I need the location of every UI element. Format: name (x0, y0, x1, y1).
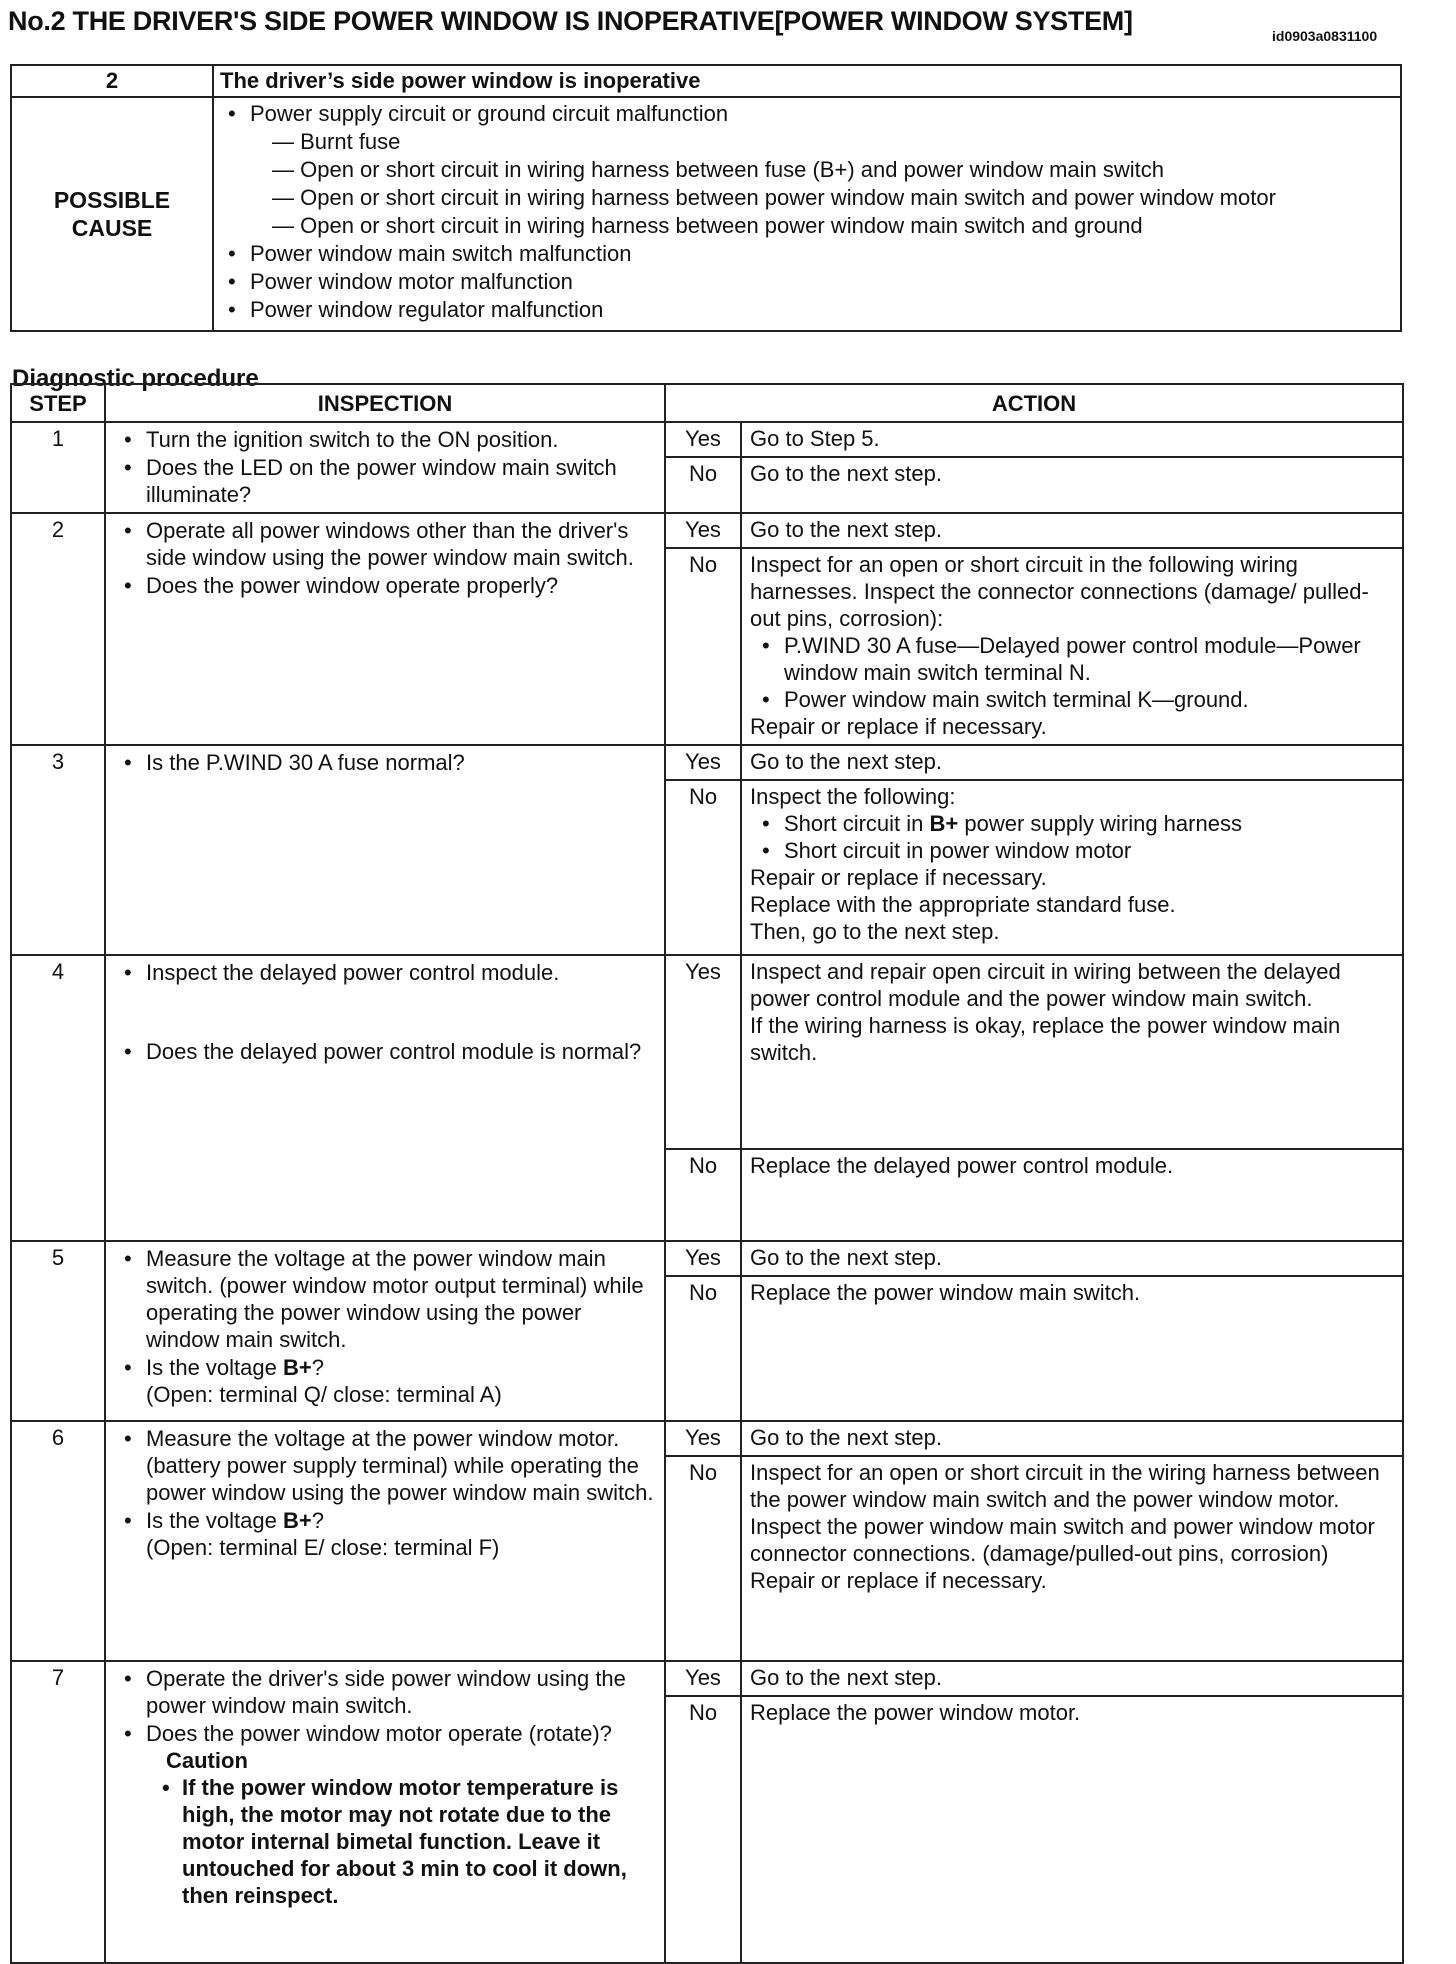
step-row (11, 513, 1403, 548)
yes-label: Yes (665, 1421, 741, 1456)
step-row (11, 955, 1403, 1149)
inspection-cell: • Operate the driver's side power window using the power window main switch. • Does the power window motor operate (rotate)? Caution • If the power window motor temperature is high, the motor may not rotate due to the motor internal bimetal function. Leave it untouched for about 3 min to cool it down, then reinspect. (105, 1661, 665, 1963)
yes-label: Yes (665, 1241, 741, 1276)
step-row (11, 1241, 1403, 1276)
inspection-cell: • Measure the voltage at the power window main switch. (power window motor output terminal) while operating the power window using the power window main switch. • Is the voltage B+? (Open: terminal Q/ close: terminal A) (105, 1241, 665, 1421)
cause-item: • Power window regulator malfunction (224, 296, 1392, 324)
cause-item: • Power supply circuit or ground circuit malfunction (224, 100, 1392, 128)
inspection-cell: • Is the P.WIND 30 A fuse normal? (105, 745, 665, 955)
caution-text: • If the power window motor temperature is high, the motor may not rotate due to the motor internal bimetal function. Leave it untouched for about 3 min to cool it down, then reinspect. (112, 1774, 658, 1909)
possible-cause-table (10, 64, 1402, 332)
document-id: id0903a0831100 (1272, 28, 1378, 44)
yes-label: Yes (665, 745, 741, 780)
no-action: Replace the power window motor. (741, 1696, 1403, 1963)
cause-item: • Power window motor malfunction (224, 268, 1392, 296)
no-label: No (665, 780, 741, 955)
step-row (11, 1421, 1403, 1456)
no-label: No (665, 1149, 741, 1241)
yes-label: Yes (665, 1661, 741, 1696)
no-label: No (665, 457, 741, 513)
cause-list (213, 97, 1401, 331)
page-title: No.2 THE DRIVER'S SIDE POWER WINDOW IS INOPERATIVE[POWER WINDOW SYSTEM] (8, 6, 1133, 36)
cause-subitem: — Open or short circuit in wiring harness between power window main switch and ground (224, 212, 1392, 240)
yes-action: Inspect and repair open circuit in wiring between the delayed power control module and the power window main switch. If the wiring harness is okay, replace the power window main switch. (741, 955, 1403, 1149)
yes-label: Yes (665, 955, 741, 1149)
step-row (11, 745, 1403, 780)
step-number: 3 (11, 745, 105, 955)
step-number: 1 (11, 422, 105, 513)
col-step: STEP (11, 384, 105, 422)
symptom-number: 2 (11, 65, 213, 97)
no-action: Inspect for an open or short circuit in the following wiring harnesses. Inspect the connector connections (damage/ pulled-out pins, corrosion): • P.WIND 30 A fuse—Delayed power control module—Power window main switch terminal N. • Power window main switch terminal K—ground. Repair or replace if necessary. (741, 548, 1403, 745)
step-number: 7 (11, 1661, 105, 1963)
no-action: Replace the power window main switch. (741, 1276, 1403, 1421)
symptom-header: The driver’s side power window is inoperative (213, 65, 1401, 97)
cause-subitem: — Burnt fuse (224, 128, 1392, 156)
step-number: 2 (11, 513, 105, 745)
yes-action: Go to the next step. (741, 1421, 1403, 1456)
step-number: 6 (11, 1421, 105, 1661)
no-action: Replace the delayed power control module. (741, 1149, 1403, 1241)
no-label: No (665, 1276, 741, 1421)
caution-title: Caution (166, 1748, 248, 1773)
yes-label: Yes (665, 513, 741, 548)
no-action: Go to the next step. (741, 457, 1403, 513)
no-label: No (665, 1456, 741, 1661)
header-row (11, 384, 1403, 422)
cause-subitem: — Open or short circuit in wiring harness between fuse (B+) and power window main switch (224, 156, 1392, 184)
col-action: ACTION (665, 384, 1403, 422)
step-row (11, 422, 1403, 457)
yes-action: Go to the next step. (741, 1661, 1403, 1696)
no-action: Inspect for an open or short circuit in the wiring harness between the power window main switch and the power window motor. Inspect the power window main switch and power window motor connector connections. (damage/pulled-out pins, corrosion) Repair or replace if necessary. (741, 1456, 1403, 1661)
yes-action: Go to the next step. (741, 745, 1403, 780)
step-number: 5 (11, 1241, 105, 1421)
inspection-cell: • Inspect the delayed power control module. • Does the delayed power control module is normal? (105, 955, 665, 1241)
diagnostic-table (10, 383, 1404, 1964)
yes-action: Go to Step 5. (741, 422, 1403, 457)
cause-item: • Power window main switch malfunction (224, 240, 1392, 268)
col-inspection: INSPECTION (105, 384, 665, 422)
possible-cause-label: POSSIBLE CAUSE (11, 97, 213, 331)
cause-subitem: — Open or short circuit in wiring harness between power window main switch and power window motor (224, 184, 1392, 212)
no-action: Inspect the following: • Short circuit in B+ power supply wiring harness • Short circuit in power window motor Repair or replace if necessary. Replace with the appropriate standard fuse. Then, go to the next step. (741, 780, 1403, 955)
yes-action: Go to the next step. (741, 513, 1403, 548)
inspection-cell: • Turn the ignition switch to the ON position. • Does the LED on the power window main switch illuminate? (105, 422, 665, 513)
diagnostic-procedure-heading: Diagnostic procedure (12, 365, 259, 392)
step-number: 4 (11, 955, 105, 1241)
inspection-cell: • Measure the voltage at the power window motor. (battery power supply terminal) while operating the power window using the power window main switch. • Is the voltage B+? (Open: terminal E/ close: terminal F) (105, 1421, 665, 1661)
inspection-cell: • Operate all power windows other than the driver's side window using the power window main switch. • Does the power window operate properly? (105, 513, 665, 745)
yes-label: Yes (665, 422, 741, 457)
step-row (11, 1661, 1403, 1696)
no-label: No (665, 548, 741, 745)
no-label: No (665, 1696, 741, 1963)
yes-action: Go to the next step. (741, 1241, 1403, 1276)
